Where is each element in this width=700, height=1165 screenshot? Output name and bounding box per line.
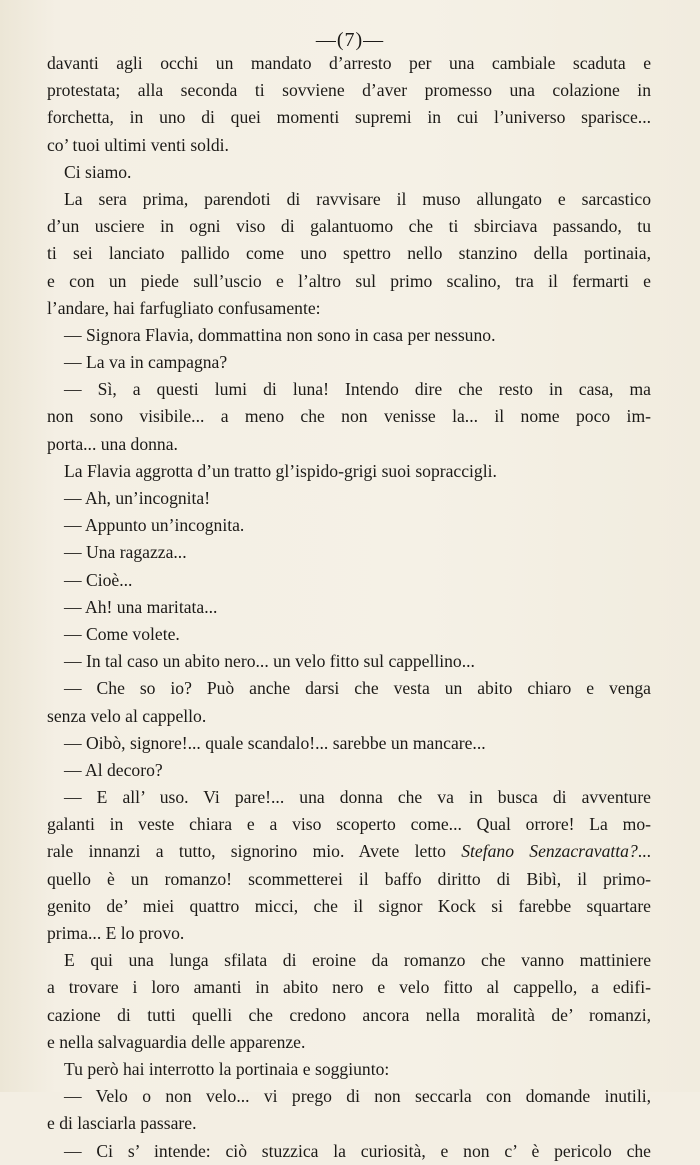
text-line: non sono visibile... a meno che non venisse la... il nome poco im- — [47, 406, 651, 427]
text-line: — Una ragazza... — [64, 542, 187, 563]
text-line: senza velo al cappello. — [47, 705, 207, 726]
text-line: — In tal caso un abito nero... un velo fitto sul cappellino... — [64, 651, 475, 672]
text-line — [47, 838, 651, 865]
text-line: co’ tuoi ultimi venti soldi. — [47, 134, 229, 155]
text-line: — Ah! una maritata... — [64, 596, 218, 617]
text-line: davanti agli occhi un mandato d’arresto per una cambiale scaduta e — [47, 53, 651, 73]
text-line: Tu però hai interrotto la portinaia e soggiunto: — [64, 1058, 390, 1079]
text-line: E qui una lunga sfilata di eroine da romanzo che vanno mattiniere — [64, 950, 651, 971]
text-line: La sera prima, parendoti di ravvisare il muso allungato e sarcastico — [64, 188, 651, 209]
text-line: — La va in campagna? — [64, 352, 228, 373]
text-line: — Oibò, signore!... quale scandalo!... sarebbe un mancare... — [64, 732, 486, 753]
text-line: — Ah, un’incognita! — [64, 488, 211, 508]
text-line: e di lasciarla passare. — [47, 1113, 197, 1134]
text-line: protestata; alla seconda ti sovviene d’aver promesso una colazione in — [47, 80, 651, 101]
text-line: Ci siamo. — [64, 161, 132, 182]
text-line: forchetta, in uno di quei momenti supremi in cui l’universo sparisce... — [47, 107, 651, 128]
text-line: — Al decoro? — [64, 759, 163, 780]
text-line: — Ci s’ intende: ciò stuzzica la curiosità, e non c’ è pericolo che — [64, 1140, 651, 1161]
text-line: cazione di tutti quelli che credono ancora nella moralità de’ romanzi, — [47, 1004, 651, 1025]
text-line: l’andare, hai farfugliato confusamente: — [47, 297, 321, 318]
page-number: —(7)— — [315, 29, 385, 51]
text-line: — Che so io? Può anche darsi che vesta un abito chiaro e venga — [64, 678, 651, 699]
text-line: — Signora Flavia, dommattina non sono in casa per nessuno. — [64, 324, 496, 345]
text-segment: rale innanzi a tutto, signorino mio. Avete letto — [47, 841, 462, 862]
body-text — [47, 50, 651, 1165]
text-segment: ... — [637, 841, 651, 862]
text-line: prima... E lo provo. — [47, 923, 185, 943]
text-line: ti sei lanciato pallido come uno spettro nello stanzino della portinaia, — [47, 243, 651, 264]
text-line: quello è un romanzo! scommetterei il baffo diritto di Bibì, il primo- — [47, 868, 651, 889]
text-line: a trovare i loro amanti in abito nero e velo fitto al cappello, a edifi- — [47, 977, 651, 998]
text-line: galanti in veste chiara e a viso scoperto come... Qual orrore! La mo- — [47, 814, 651, 835]
book-title: Stefano Senzacravatta? — [461, 841, 638, 862]
text-line: d’un usciere in ogni viso di galantuomo che ti sbirciava passando, tu — [47, 216, 651, 237]
text-line: — Sì, a questi lumi di luna! Intendo dire che resto in casa, ma — [64, 379, 651, 400]
text-line: genito de’ miei quattro micci, che il signor Kock si farebbe squartare — [47, 895, 651, 916]
text-line: — Velo o non velo... vi prego di non seccarla con domande inutili, — [64, 1086, 651, 1107]
text-line: La Flavia aggrotta d’un tratto gl’ispido-grigi suoi sopraccigli. — [64, 460, 497, 481]
text-line: porta... una donna. — [47, 433, 178, 454]
text-line: — Come volete. — [64, 623, 180, 644]
text-line: e con un piede sull’uscio e l’altro sul primo scalino, tra il fermarti e — [47, 270, 651, 291]
text-line: e nella salvaguardia delle apparenze. — [47, 1031, 306, 1052]
text-line: — Appunto un’incognita. — [64, 515, 245, 536]
text-line: — Cioè... — [64, 569, 133, 590]
text-line: — E all’ uso. Vi pare!... una donna che va in busca di avventure — [64, 787, 651, 808]
